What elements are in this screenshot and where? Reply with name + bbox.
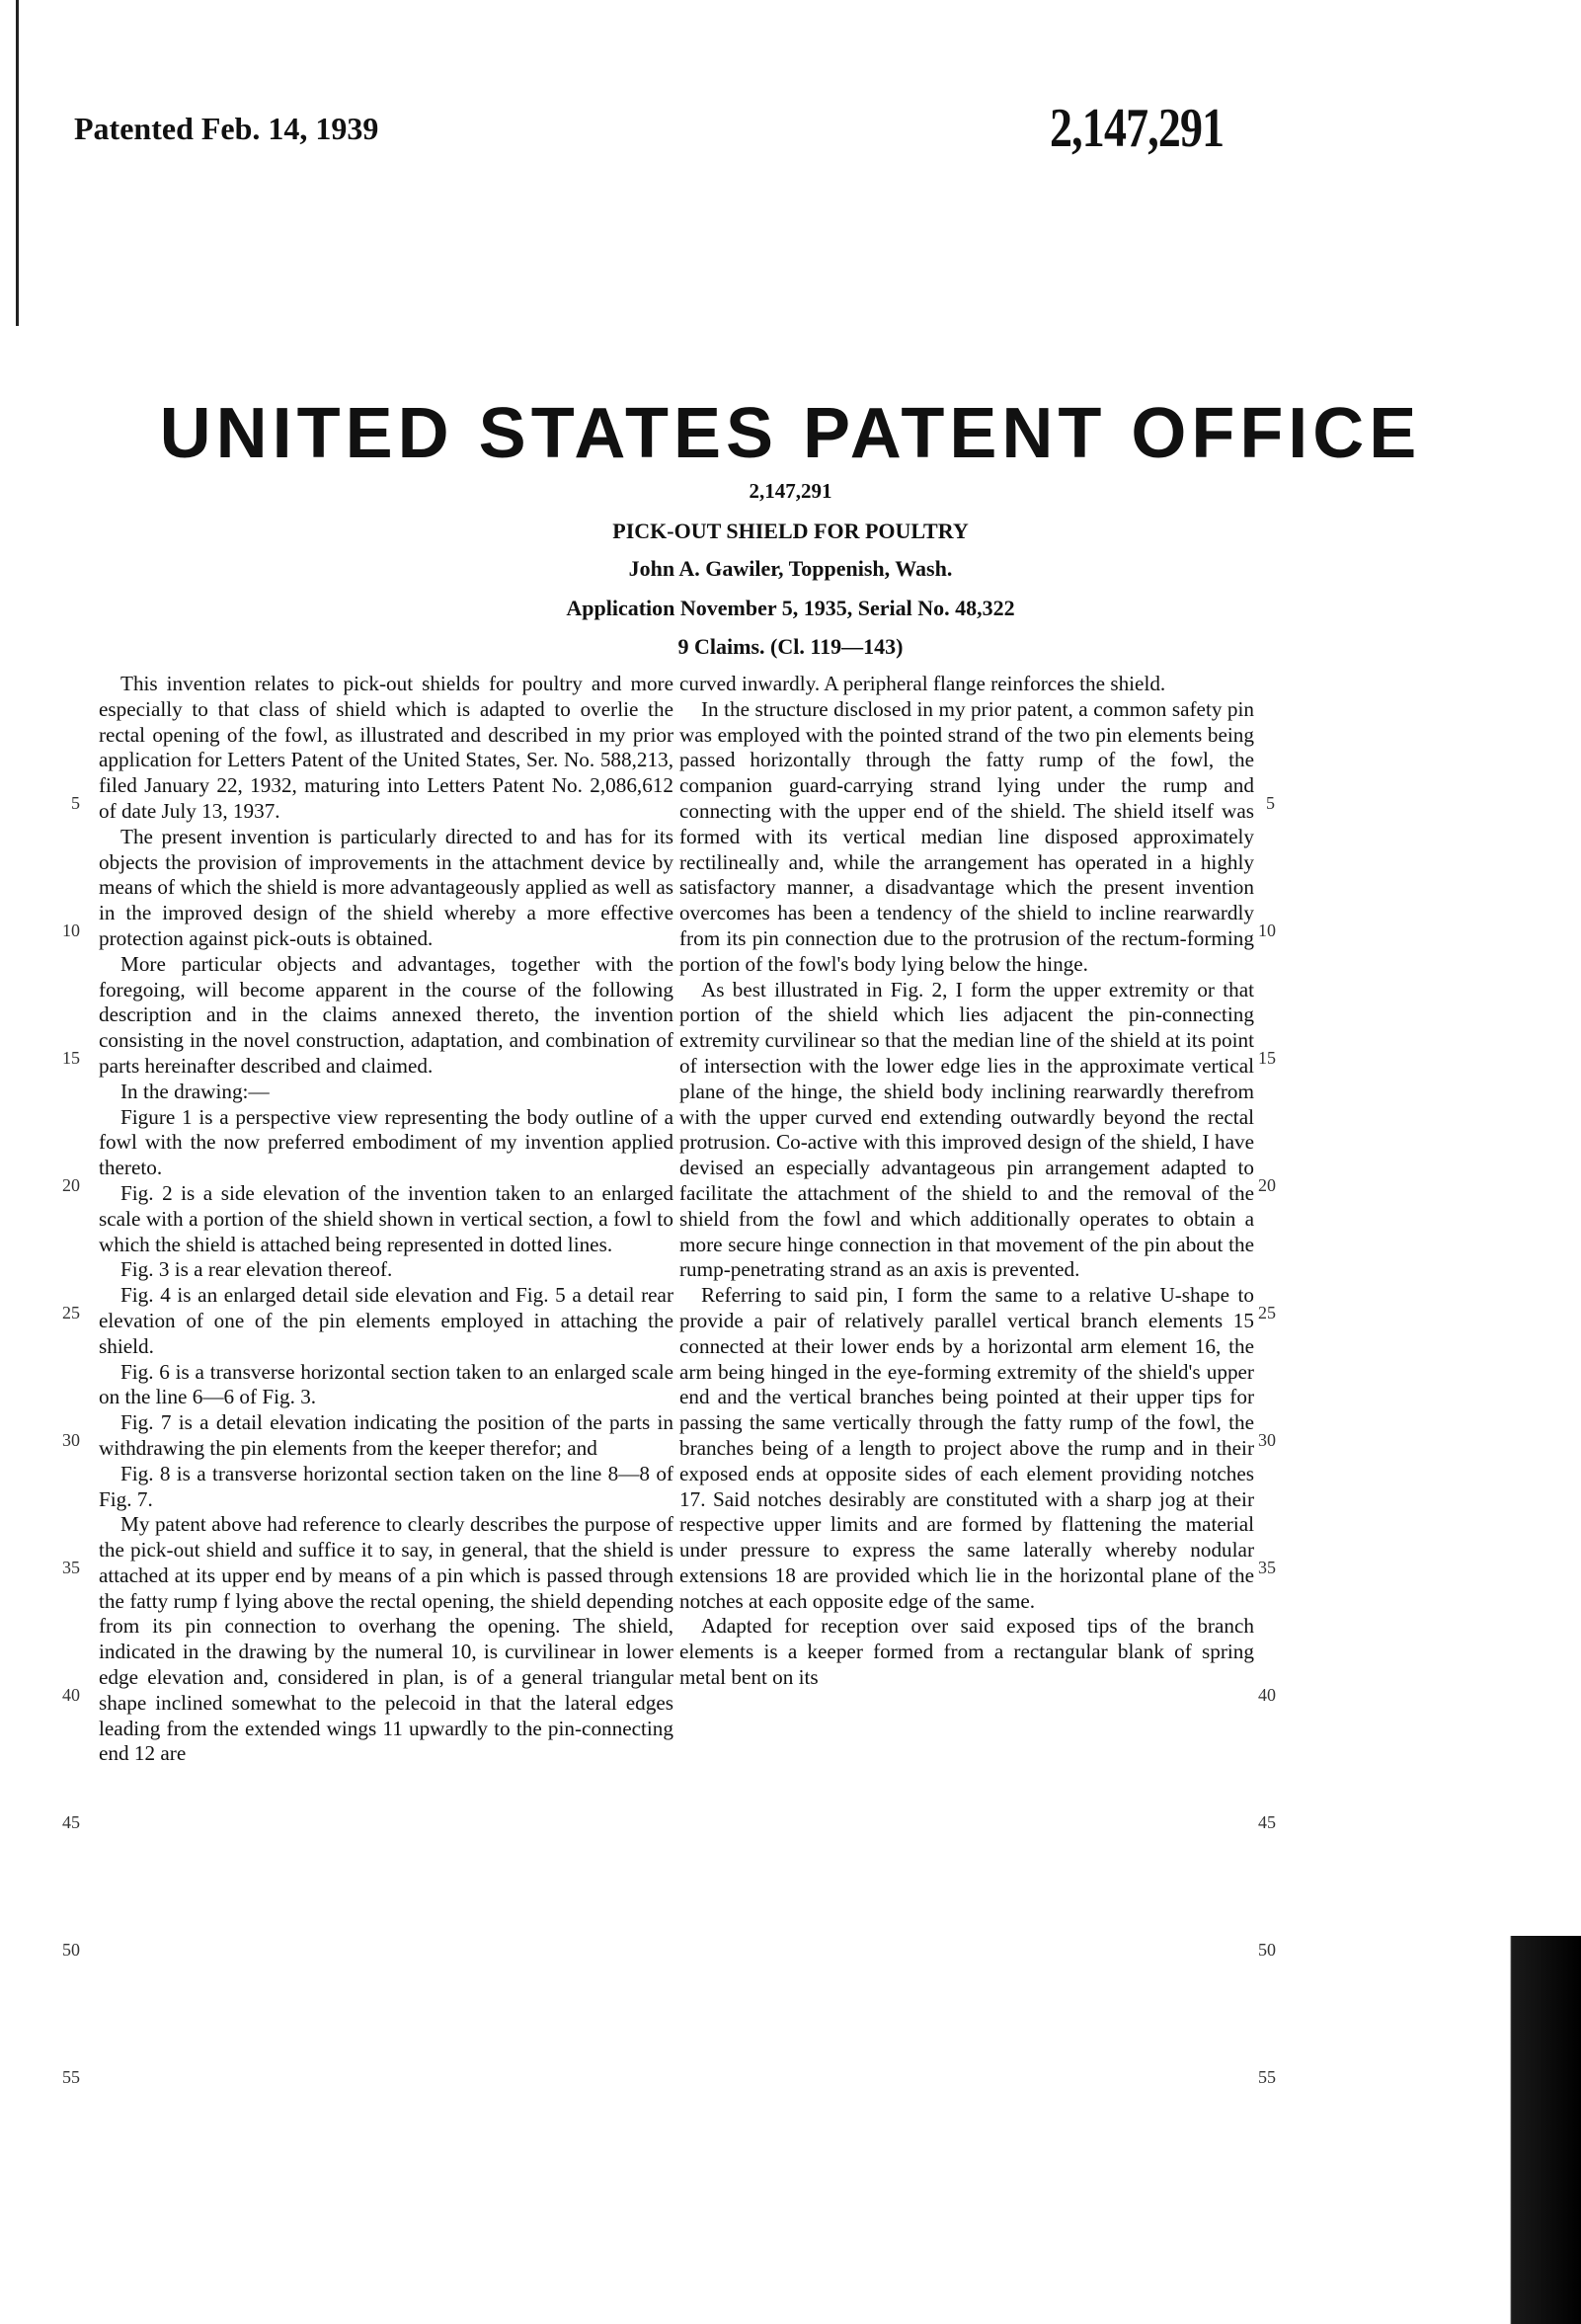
figure-description: Fig. 8 is a transverse horizontal section taken on the line 8—8 of Fig. 7.	[99, 1461, 673, 1511]
line-number: 30	[62, 1430, 80, 1450]
line-number: 40	[62, 1685, 80, 1705]
line-number: 45	[1258, 1812, 1276, 1832]
right-column	[679, 672, 1254, 1691]
scan-shadow	[1423, 1936, 1581, 2324]
line-number: 50	[62, 1940, 80, 1960]
line-number: 45	[62, 1812, 80, 1832]
scan-edge-rule	[16, 0, 19, 326]
paragraph: curved inwardly. A peripheral flange reinforces the shield.	[679, 672, 1166, 695]
paragraph: As best illustrated in Fig. 2, I form the upper extremity or that portion of the shield which lies adjacent the pin-connecting extremity curvilinear so that the median line of the shield at its point of intersection with the lower edge lies in the approximate vertical plane of the hinge, the shield body inclining rearwardly therefrom with the upper curved end extending outwardly beyond the rectal protrusion. Co-active with this improved design of the shield, I have devised an especially advantageous pin arrangement adapted to facilitate the attachment of the shield to and the removal of the shield from the fowl and which additionally operates to obtain a more secure hinge connection in that movement of the pin about the rump-penetrating strand as an axis is prevented.	[679, 977, 1254, 1282]
line-number: 10	[1258, 921, 1276, 940]
meta-application: Application November 5, 1935, Serial No. 48,322	[566, 596, 1015, 620]
office-heading: UNITED STATES PATENT OFFICE	[159, 394, 1422, 473]
line-number: 15	[1258, 1048, 1276, 1068]
line-number: 40	[1258, 1685, 1276, 1705]
line-number: 20	[62, 1175, 80, 1195]
line-number: 50	[1258, 1940, 1276, 1960]
meta-number: 2,147,291	[749, 479, 832, 503]
line-number: 35	[1258, 1558, 1276, 1577]
paragraph: Adapted for reception over said exposed tips of the branch elements is a keeper formed from a rectangular blank of spring metal bent on its	[679, 1614, 1254, 1690]
figure-description: Fig. 4 is an enlarged detail side elevation and Fig. 5 a detail rear elevation of one of the pin elements employed in attaching the shield.	[99, 1283, 673, 1358]
line-number: 25	[1258, 1303, 1276, 1322]
line-number: 55	[1258, 2067, 1276, 2087]
figure-description: Figure 1 is a perspective view representing the body outline of a fowl with the now preferred embodiment of my invention applied thereto.	[99, 1104, 673, 1180]
figure-description: Fig. 3 is a rear elevation thereof.	[120, 1257, 393, 1282]
figure-description: Fig. 7 is a detail elevation indicating the position of the parts in withdrawing the pin elements from the keeper therefor; and	[99, 1410, 673, 1460]
patented-date: Patented Feb. 14, 1939	[74, 111, 379, 146]
paragraph: In the drawing:—	[120, 1079, 270, 1103]
paragraph: More particular objects and advantages, together with the foregoing, will become apparent in the course of the following description and in the claims annexed thereto, the invention consisting in the novel construction, adaptation, and combination of parts hereinafter described and claimed.	[99, 951, 673, 1078]
paragraph: This invention relates to pick-out shields for poultry and more especially to that class of shield which is adapted to overlie the rectal opening of the fowl, as illustrated and described in my prior application for Letters Patent of the United States, Ser. No. 588,213, filed January 22, 1932, maturing into Letters Patent No. 2,086,612 of date July 13, 1937.	[99, 672, 673, 823]
line-number: 25	[62, 1303, 80, 1322]
meta-claims: 9 Claims. (Cl. 119—143)	[677, 634, 904, 659]
line-number: 35	[62, 1558, 80, 1577]
line-number: 10	[62, 921, 80, 940]
meta-inventor: John A. Gawiler, Toppenish, Wash.	[628, 556, 953, 581]
paragraph: Referring to said pin, I form the same to a relative U-shape to provide a pair of relatively parallel vertical branch elements 15 connected at their lower ends by a horizontal arm element 16, the arm being hinged in the eye-forming extremity of the shield's upper end and the vertical branches being pointed at their upper tips for passing the same vertically through the fatty rump of the fowl, the branches being of a length to project above the rump and in their exposed ends at opposite sides of each element providing notches 17. Said notches desirably are constituted with a sharp jog at their respective upper limits and are formed by flattening the material under pressure to express the same laterally whereby nodular extensions 18 are provided which lie in the horizontal plane of the notches at each opposite edge of the same.	[679, 1283, 1254, 1613]
line-number: 5	[71, 793, 80, 813]
line-number: 15	[62, 1048, 80, 1068]
line-number: 30	[1258, 1430, 1276, 1450]
paragraph: In the structure disclosed in my prior patent, a common safety pin was employed with the pointed strand of the two pin elements being passed horizontally through the fatty rump of the fowl, the companion guard-carrying strand lying under the rump and connecting with the upper end of the shield. The shield itself was formed with its vertical median line disposed approximately rectilineally and, while the arrangement has operated in a highly satisfactory manner, a disadvantage which the present invention overcomes has been a tendency of the shield to incline rearwardly from its pin connection due to the protrusion of the rectum-forming portion of the fowl's body lying below the hinge.	[679, 696, 1254, 976]
paragraph: My patent above had reference to clearly describes the purpose of the pick-out shield and suffice it to say, in general, that the shield is attached at its upper end by means of a pin which is passed through the fatty rump f lying above the rectal opening, the shield depending from its pin connection to overhang the opening. The shield, indicated in the drawing by the numeral 10, is curvilinear in lower edge elevation and, considered in plan, is of a general triangular shape inclined somewhat to the pelecoid in that the lateral edges leading from the extended wings 11 upwardly to the pin-connecting end 12 are	[99, 1512, 673, 1766]
figure-description: Fig. 2 is a side elevation of the invention taken to an enlarged scale with a portion of the shield shown in vertical section, a fowl to which the shield is attached being represented in dotted lines.	[99, 1180, 673, 1256]
figure-description: Fig. 6 is a transverse horizontal section taken to an enlarged scale on the line 6—6 of Fig. 3.	[99, 1359, 673, 1409]
patent-number: 2,147,291	[1050, 98, 1225, 159]
line-number: 55	[62, 2067, 80, 2087]
left-column	[99, 672, 673, 1767]
line-number: 5	[1266, 793, 1275, 813]
paragraph: The present invention is particularly directed to and has for its objects the provision of improvements in the attachment device by means of which the shield is more advantageously applied as well as in the improved design of the shield whereby a more effective protection against pick-outs is obtained.	[99, 824, 673, 950]
meta-title: PICK-OUT SHIELD FOR POULTRY	[612, 519, 969, 543]
line-number: 20	[1258, 1175, 1276, 1195]
